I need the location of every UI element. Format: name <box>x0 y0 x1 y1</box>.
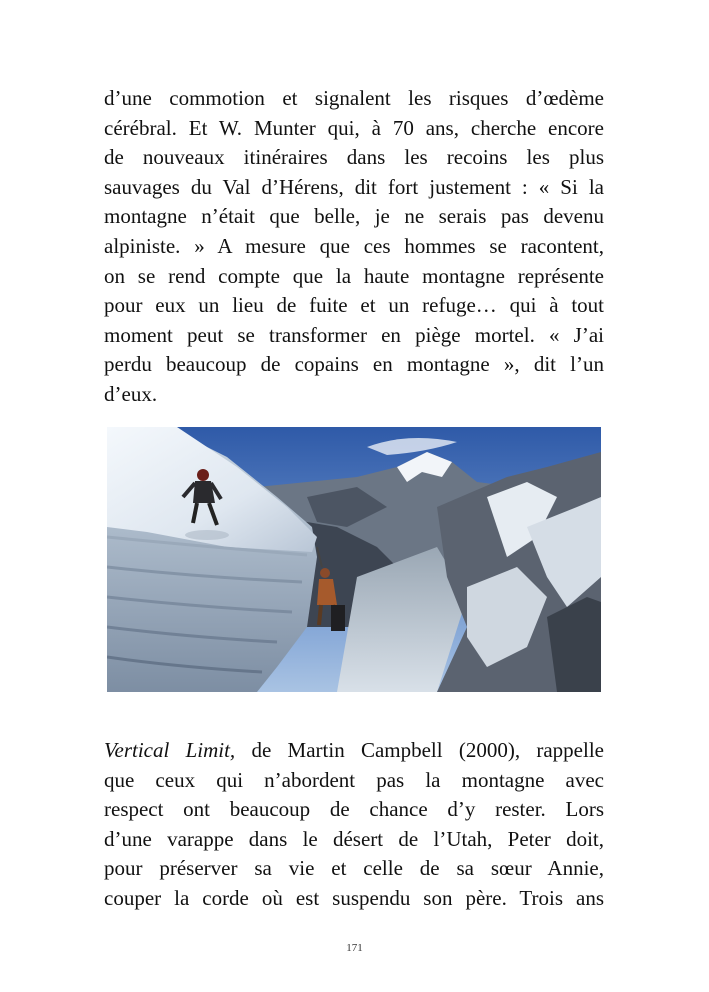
film-title: Vertical Limit, <box>104 738 236 762</box>
text-line: d’une commotion et signalent les risques d’œdème <box>104 86 604 110</box>
paragraph-bottom <box>104 736 604 914</box>
text-line: couper la corde où est suspendu son père. Trois ans <box>104 885 604 910</box>
text-line: de nouveaux itinéraires dans les recoins les plus <box>104 145 604 170</box>
text-line: d’eux. <box>104 381 158 406</box>
text-line: que ceux qui n’abordent pas la montagne avec <box>104 767 604 792</box>
page-number: 171 <box>346 942 363 954</box>
text-line: sauvages du Val d’Hérens, dit fort justement : « Si la <box>104 174 604 199</box>
text-line: alpiniste. » A mesure que ces hommes se racontent, <box>104 233 604 258</box>
text-line: pour préserver sa vie et celle de sa sœur Annie, <box>104 856 604 881</box>
text-line: montagne n’était que belle, je ne serais pas devenu <box>104 204 604 229</box>
text-line: d’une varappe dans le désert de l’Utah, Peter doit, <box>104 826 604 851</box>
paragraph-top <box>104 84 604 410</box>
mountain-scene-illustration <box>107 427 601 692</box>
text-line: cérébral. Et W. Munter qui, à 70 ans, cherche encore <box>104 115 604 140</box>
text-line: moment peut se transformer en piège mortel. « J’ai <box>104 322 604 347</box>
film-still-image <box>107 427 601 692</box>
text-line: respect ont beaucoup de chance d’y rester. Lors <box>104 797 604 822</box>
text-line: pour eux un lieu de fuite et un refuge… qui à tout <box>104 293 604 318</box>
text-fragment: de Martin Campbell (2000), rappelle <box>235 738 604 762</box>
text-line: perdu beaucoup de copains en montagne », dit l’un <box>104 352 604 377</box>
text-line: on se rend compte que la haute montagne représente <box>104 263 604 288</box>
text-line <box>104 736 604 766</box>
